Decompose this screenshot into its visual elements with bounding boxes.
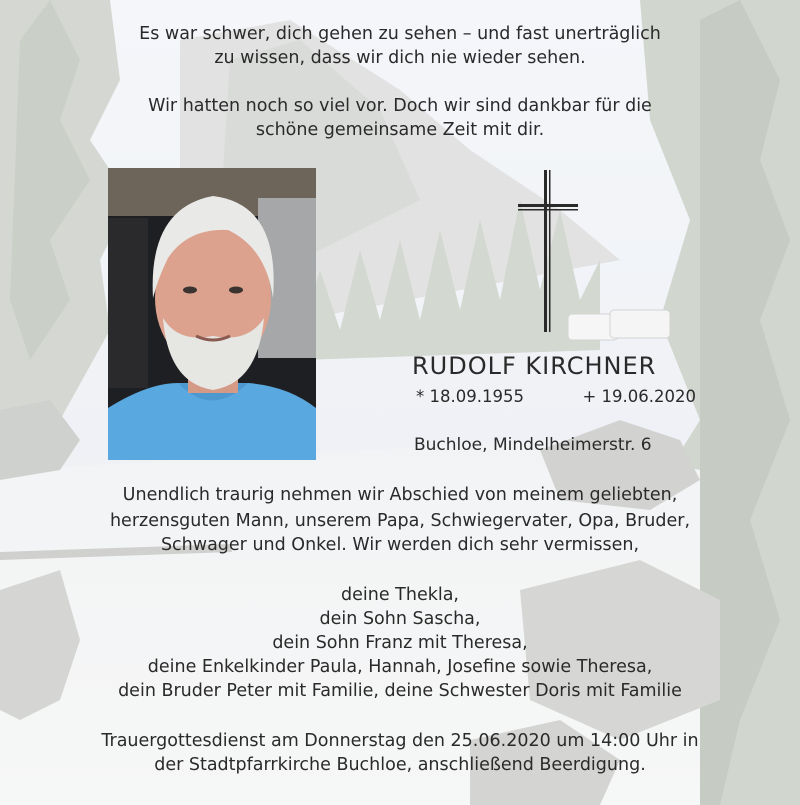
poem-line-2: zu wissen, dass wir dich nie wieder sehen. — [214, 48, 586, 68]
address: Buchloe, Mindelheimerstr. 6 — [414, 435, 652, 455]
message-line-1: Unendlich traurig nehmen wir Abschied von meinem geliebten, — [122, 485, 678, 505]
deceased-name: RUDOLF KIRCHNER — [412, 352, 657, 380]
cross-icon — [516, 170, 580, 332]
poem-line-4: schöne gemeinsame Zeit mit dir. — [255, 120, 545, 140]
poem-line-1: Es war schwer, dich gehen zu sehen – und fast unerträglich — [139, 24, 661, 44]
service-line-1: Trauergottesdienst am Donnerstag den 25.06.2020 um 14:00 Uhr in — [101, 731, 699, 751]
mourner-line: dein Sohn Sascha, — [319, 609, 481, 629]
life-dates — [416, 387, 696, 406]
message-line-3: Schwager und Onkel. Wir werden dich sehr vermissen, — [160, 535, 640, 555]
birth-date: * 18.09.1955 — [416, 387, 524, 406]
mourner-line: deine Thekla, — [341, 585, 459, 605]
service-line-2: der Stadtpfarrkirche Buchloe, anschließend Beerdigung. — [154, 755, 646, 775]
portrait-photo — [108, 168, 316, 460]
poem-line-3: Wir hatten noch so viel vor. Doch wir sind dankbar für die — [148, 96, 652, 116]
message-line-2: herzensguten Mann, unserem Papa, Schwiegervater, Opa, Bruder, — [109, 511, 691, 531]
death-date: + 19.06.2020 — [582, 387, 696, 406]
mourner-line: deine Enkelkinder Paula, Hannah, Josefine sowie Theresa, — [147, 657, 653, 677]
mourner-line: dein Sohn Franz mit Theresa, — [272, 633, 528, 653]
mourner-line: dein Bruder Peter mit Familie, deine Schwester Doris mit Familie — [118, 681, 682, 701]
